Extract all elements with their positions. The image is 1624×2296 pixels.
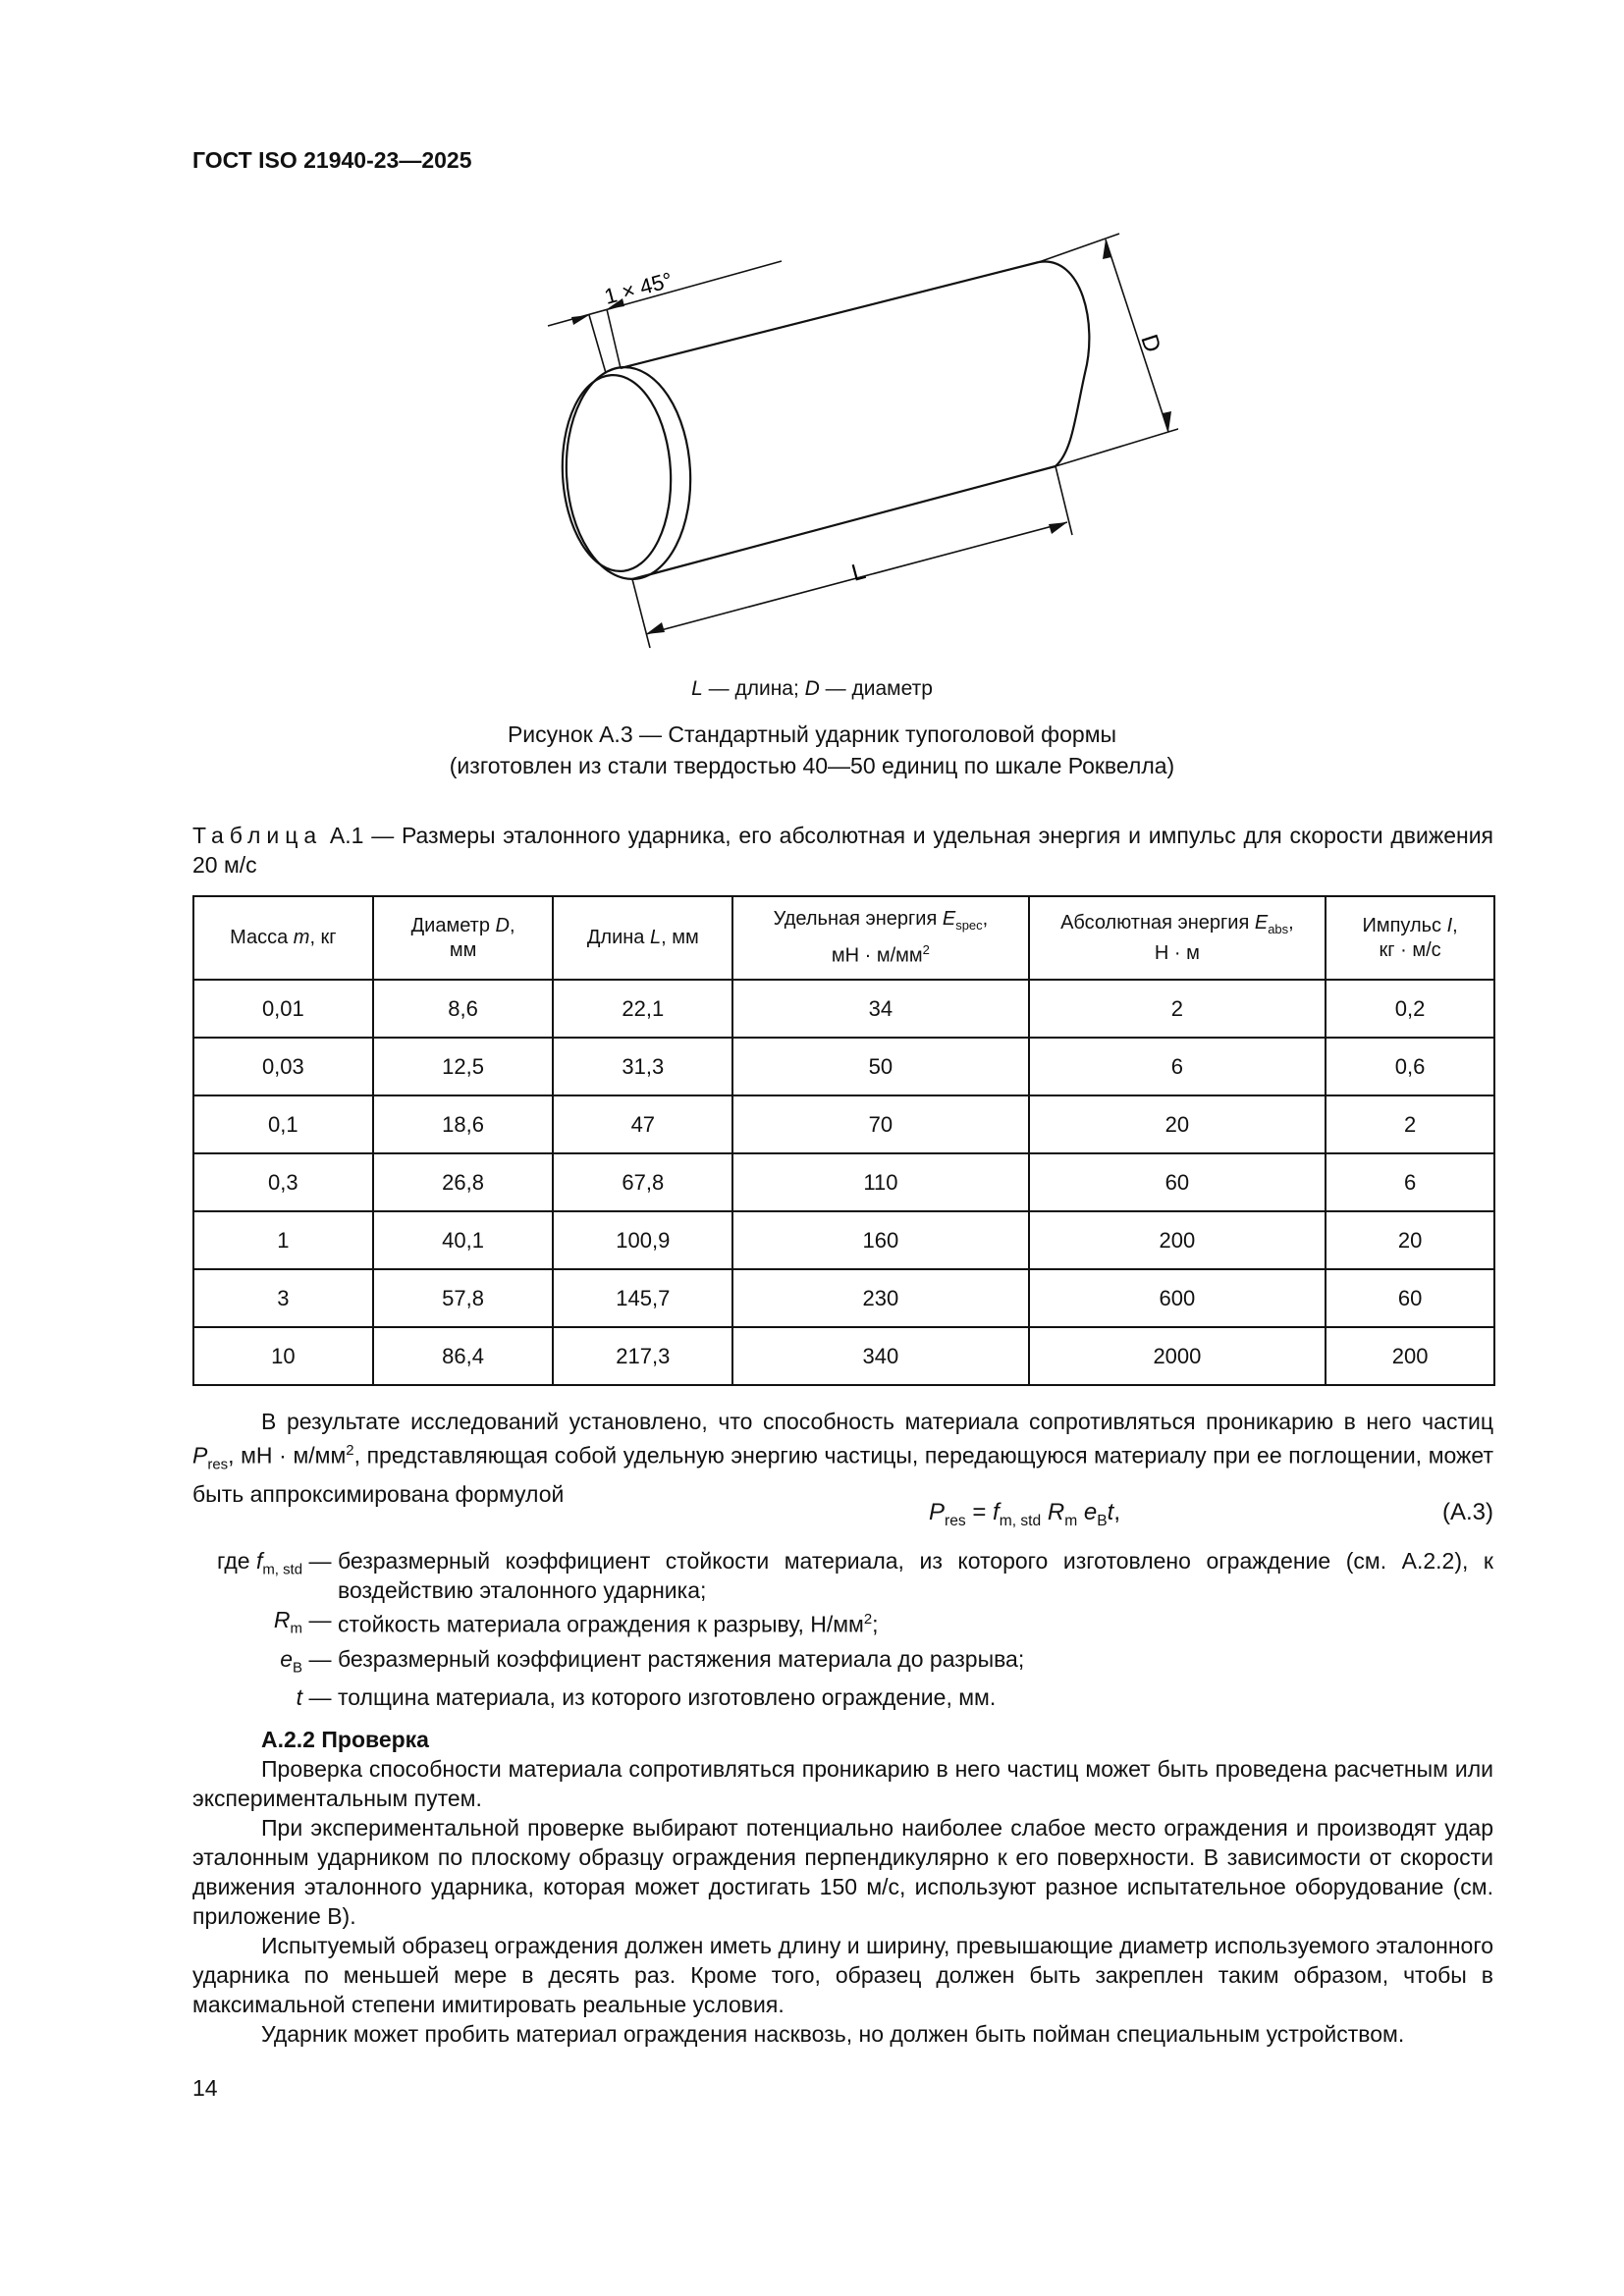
- table-cell: 0,1: [193, 1095, 373, 1153]
- where-item: $R_m$ — стойкость материала ограждения к разрыву, $Н/мм^2$;: [273, 1607, 879, 1637]
- table-cell: 20: [1326, 1211, 1494, 1269]
- col-diameter: Диаметр D, мм: [373, 896, 554, 980]
- table-cell: 6: [1326, 1153, 1494, 1211]
- table-cell: 3: [193, 1269, 373, 1327]
- figure-caption: Рисунок А.3 — Стандартный ударник тупоголовой формы (изготовлен из стали твердостью 40—50 единиц по шкале Роквелла): [449, 721, 1175, 778]
- front-face-inner: [558, 372, 676, 573]
- table-cell: 57,8: [373, 1269, 554, 1327]
- table-cell: 86,4: [373, 1327, 554, 1385]
- table-cell: 0,6: [1326, 1038, 1494, 1095]
- col-impulse: Импульс I, кг · м/с: [1326, 896, 1494, 980]
- col-mass: Масса m, кг: [193, 896, 373, 980]
- table-cell: 6: [1029, 1038, 1326, 1095]
- table-cell: 22,1: [553, 980, 732, 1038]
- table-row: [193, 1327, 1494, 1385]
- table-row: [193, 1038, 1494, 1095]
- section-paragraph: Ударник может пробить материал ограждения насквозь, но должен быть пойман специальным устройством.: [261, 2021, 1405, 2047]
- table-row: [193, 1153, 1494, 1211]
- table-row: [193, 1269, 1494, 1327]
- table-cell: 40,1: [373, 1211, 554, 1269]
- table-cell: 34: [732, 980, 1028, 1038]
- section-paragraph: Проверка способности материала сопротивляться проникарию в него частиц может быть проведена расчетным или экспериментальным путем.: [192, 1756, 1493, 1811]
- table-cell: 8,6: [373, 980, 554, 1038]
- table-header-row: [193, 896, 1494, 980]
- table-cell: 0,03: [193, 1038, 373, 1095]
- col-absolute-energy: Абсолютная энергия $E_{abs}$, Н · м: [1029, 896, 1326, 980]
- figure-legend: L — длина; D — диаметр: [691, 677, 933, 700]
- section-paragraph: При экспериментальной проверке выбирают потенциально наиболее слабое место ограждения и производят удар эталонным ударником по плоскому образцу ограждения перпендикулярно к его поверхности. В зависимости от скорости движения эталонного ударника, которая может достигать 150 м/с, используют разное испытательное оборудование (см. приложение В).: [192, 1815, 1493, 1929]
- table-cell: 47: [553, 1095, 732, 1153]
- table-cell: 145,7: [553, 1269, 732, 1327]
- where-item: t — толщина материала, из которого изготовлено ограждение, мм.: [296, 1684, 997, 1711]
- table-cell: 100,9: [553, 1211, 732, 1269]
- table-cell: 160: [732, 1211, 1028, 1269]
- length-label: L: [848, 558, 869, 587]
- table-cell: 50: [732, 1038, 1028, 1095]
- table-cell: 26,8: [373, 1153, 554, 1211]
- table-cell: 0,01: [193, 980, 373, 1038]
- table-cell: 20: [1029, 1095, 1326, 1153]
- section-a22: [192, 1725, 1493, 2049]
- table-title: Таблица А.1 — Размеры эталонного ударника, его абсолютная и удельная энергия и импульс для скорости движения 20 м/с: [192, 823, 1493, 878]
- table-cell: 217,3: [553, 1327, 732, 1385]
- document-header: ГОСТ ISO 21940-23—2025: [192, 147, 472, 173]
- table-cell: 60: [1326, 1269, 1494, 1327]
- chamfer-label: 1 × 45°: [601, 267, 676, 309]
- table-cell: 70: [732, 1095, 1028, 1153]
- table-cell: 0,3: [193, 1153, 373, 1211]
- formula-a3: $P_{res} = f_{m, std}$ $R_m$ $e_Bt$, (А.3): [929, 1499, 1493, 1529]
- section-heading: А.2.2 Проверка: [261, 1727, 429, 1752]
- table-cell: 18,6: [373, 1095, 554, 1153]
- body-back-end: [1039, 262, 1089, 466]
- body-bottom-edge: [632, 466, 1056, 579]
- table-cell: 200: [1029, 1211, 1326, 1269]
- table-row: [193, 1211, 1494, 1269]
- table-cell: 600: [1029, 1269, 1326, 1327]
- impactor-drawing: [511, 216, 1178, 677]
- table-cell: 200: [1326, 1327, 1494, 1385]
- table-cell: 2: [1326, 1095, 1494, 1153]
- col-specific-energy: Удельная энергия $E_{spec}$, мН · $м/мм^2$: [732, 896, 1028, 980]
- table-cell: 2: [1029, 980, 1326, 1038]
- table-cell: 10: [193, 1327, 373, 1385]
- formula-number: (А.3): [1441, 1499, 1493, 1525]
- paragraph-resistance: В результате исследований установлено, что способность материала сопротивляться проникарию в него частиц $P_{res}$, мН · $м/мм^2$, представляющая собой удельную энергию частицы, передающуюся материалу при ее поглощении, может быть аппроксимирована формулой: [192, 1409, 1493, 1508]
- body-top-edge: [621, 262, 1039, 368]
- table-cell: 60: [1029, 1153, 1326, 1211]
- table-cell: 67,8: [553, 1153, 732, 1211]
- table-cell: 230: [732, 1269, 1028, 1327]
- section-paragraph: Испытуемый образец ограждения должен иметь длину и ширину, превышающие диаметр используемого эталонного ударника по меньшей мере в десять раз. Кроме того, образец должен быть закреплен таким образом, чтобы в максимальной степени имитировать реальные условия.: [192, 1933, 1493, 2017]
- impactor-table: [192, 895, 1495, 1386]
- table-cell: 12,5: [373, 1038, 554, 1095]
- table-row: [193, 980, 1494, 1038]
- table-cell: 31,3: [553, 1038, 732, 1095]
- table-cell: 110: [732, 1153, 1028, 1211]
- table-cell: 1: [193, 1211, 373, 1269]
- page-number: 14: [192, 2075, 218, 2101]
- table-cell: 340: [732, 1327, 1028, 1385]
- table-cell: 0,2: [1326, 980, 1494, 1038]
- formula-explanation: [192, 1546, 1493, 1712]
- table-cell: 2000: [1029, 1327, 1326, 1385]
- front-face-outer: [561, 364, 695, 582]
- where-item: $e_B$ — безразмерный коэффициент растяжения материала до разрыва;: [280, 1645, 1025, 1677]
- diameter-label: D: [1135, 331, 1166, 356]
- table-row: [193, 1095, 1494, 1153]
- where-item: где $f_{m, std}$ — безразмерный коэффициент стойкости материала, из которого изготовлено ограждение (см. А.2.2), к воздействию эталонного ударника;: [216, 1548, 1493, 1603]
- col-length: Длина L, мм: [553, 896, 732, 980]
